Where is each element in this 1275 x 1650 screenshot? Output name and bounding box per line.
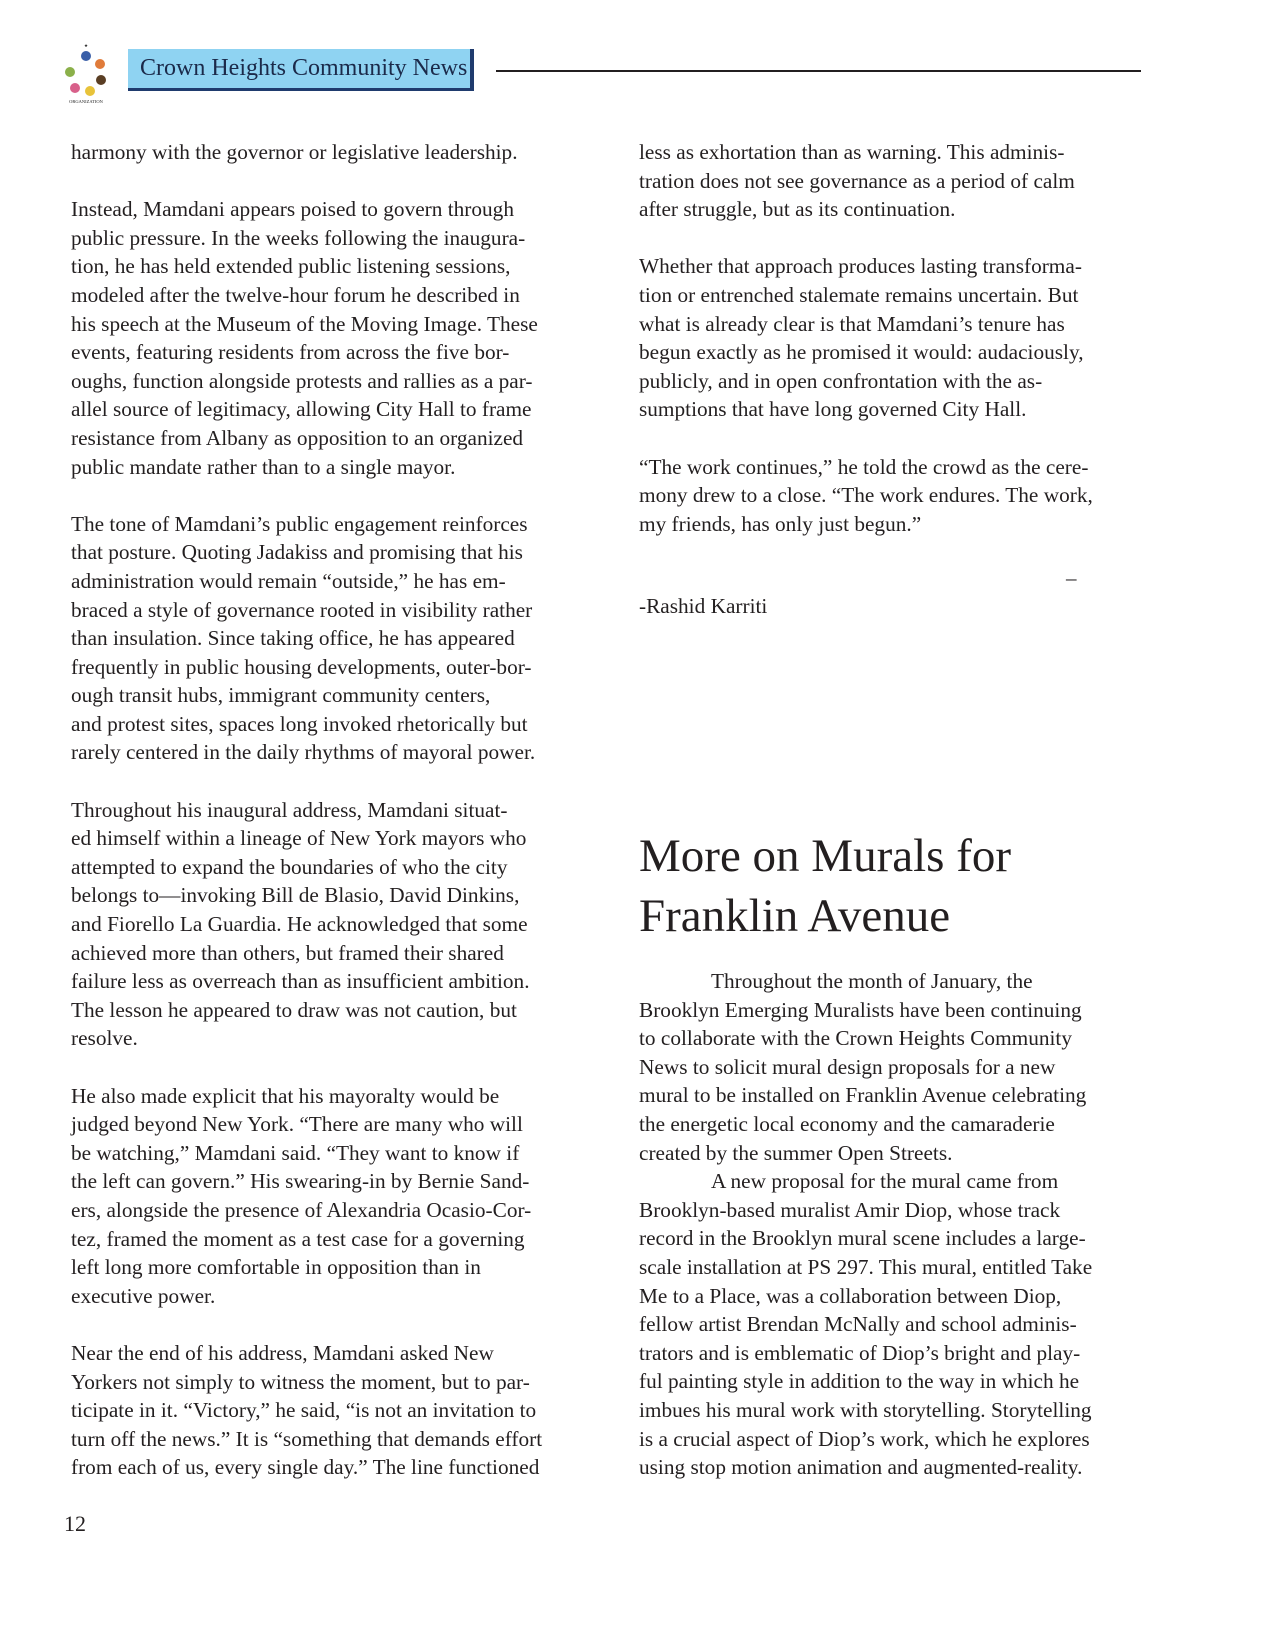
text-line: begun exactly as he promised it would: audaciously, bbox=[639, 340, 1084, 365]
text-line: turn off the news.” It is “something that demands effort bbox=[71, 1426, 543, 1451]
separator-dash: – bbox=[1066, 566, 1077, 590]
svg-text:★: ★ bbox=[83, 43, 89, 48]
text-line: tion or entrenched stalemate remains uncertain. But bbox=[639, 282, 1079, 307]
text-line: left long more comfortable in opposition than in bbox=[71, 1255, 481, 1280]
text-line: Instead, Mamdani appears poised to govern through bbox=[71, 197, 514, 222]
text-line: the energetic local economy and the camaraderie bbox=[639, 1111, 1055, 1136]
text-line: Throughout the month of January, the bbox=[711, 969, 1033, 993]
publication-banner bbox=[128, 49, 474, 91]
text-line: administration would remain “outside,” he has em- bbox=[71, 568, 506, 593]
text-line: created by the summer Open Streets. bbox=[639, 1140, 953, 1165]
text-line: publicly, and in open confrontation with the as- bbox=[639, 368, 1043, 393]
text-line: my friends, has only just begun.” bbox=[639, 511, 922, 536]
community-organization-logo bbox=[55, 42, 117, 104]
text-line: his speech at the Museum of the Moving Image. These bbox=[71, 311, 538, 336]
text-line: modeled after the twelve-hour forum he described in bbox=[71, 282, 520, 307]
text-line: mural to be installed on Franklin Avenue celebrating bbox=[639, 1083, 1087, 1108]
text-line: attempted to expand the boundaries of who the city bbox=[71, 854, 508, 879]
left-column bbox=[71, 138, 542, 1511]
header-rule bbox=[496, 70, 1141, 72]
text-line: belongs to—invoking Bill de Blasio, David Dinkins, bbox=[71, 883, 520, 908]
text-line: than insulation. Since taking office, he has appeared bbox=[71, 626, 515, 651]
text-line: Whether that approach produces lasting transforma- bbox=[639, 254, 1082, 279]
text-line: public mandate rather than to a single mayor. bbox=[71, 454, 456, 479]
text-line: A new proposal for the mural came from bbox=[711, 1169, 1059, 1194]
text-line: record in the Brooklyn mural scene includes a large- bbox=[639, 1226, 1086, 1251]
paragraph bbox=[71, 796, 542, 1053]
text-line: Me to a Place, was a collaboration between Diop, bbox=[639, 1283, 1062, 1308]
mural-headline bbox=[639, 826, 1011, 946]
text-line: “The work continues,” he told the crowd as the cere- bbox=[639, 454, 1089, 479]
text-line: imbues his mural work with storytelling. Storytelling bbox=[639, 1397, 1092, 1422]
paragraph bbox=[71, 138, 542, 167]
text-line: ful painting style in addition to the way in which he bbox=[639, 1369, 1080, 1394]
text-line: ticipate in it. “Victory,” he said, “is not an invitation to bbox=[71, 1398, 537, 1423]
text-line: the left can govern.” His swearing-in by Bernie Sand- bbox=[71, 1169, 530, 1194]
text-line: ed himself within a lineage of New York mayors who bbox=[71, 826, 527, 851]
paragraph bbox=[639, 1167, 1092, 1482]
text-line: He also made explicit that his mayoralty would be bbox=[71, 1083, 500, 1108]
paragraph bbox=[71, 1082, 542, 1311]
paragraph bbox=[639, 453, 1093, 539]
author-signature: -Rashid Karriti bbox=[639, 594, 768, 618]
text-line: using stop motion animation and augmented-reality. bbox=[639, 1455, 1083, 1480]
text-line: The tone of Mamdani’s public engagement reinforces bbox=[71, 511, 528, 536]
text-line: allel source of legitimacy, allowing City Hall to frame bbox=[71, 397, 532, 422]
text-line: is a crucial aspect of Diop’s work, which he explores bbox=[639, 1426, 1090, 1451]
text-line: oughs, function alongside protests and rallies as a par- bbox=[71, 368, 533, 393]
text-line: Brooklyn Emerging Muralists have been continuing bbox=[639, 997, 1082, 1022]
text-line: achieved more than others, but framed their shared bbox=[71, 940, 504, 965]
text-line: judged beyond New York. “There are many who will bbox=[71, 1112, 523, 1137]
text-line: Near the end of his address, Mamdani asked New bbox=[71, 1340, 494, 1365]
text-line: ough transit hubs, immigrant community centers, bbox=[71, 683, 491, 708]
paragraph bbox=[71, 510, 542, 767]
text-line: executive power. bbox=[71, 1283, 216, 1308]
text-line: and protest sites, spaces long invoked rhetorically but bbox=[71, 711, 528, 736]
text-line: Yorkers not simply to witness the moment, but to par- bbox=[71, 1369, 530, 1394]
text-line: public pressure. In the weeks following the inaugura- bbox=[71, 225, 526, 250]
text-line: News to solicit mural design proposals for a new bbox=[639, 1054, 1056, 1079]
text-line: less as exhortation than as warning. This adminis- bbox=[639, 140, 1065, 164]
text-line: sumptions that have long governed City Hall. bbox=[639, 397, 1027, 422]
svg-text:ORGANIZATION: ORGANIZATION bbox=[69, 99, 103, 104]
text-line: fellow artist Brendan McNally and school adminis- bbox=[639, 1312, 1077, 1337]
publication-title: Crown Heights Community News bbox=[140, 55, 468, 81]
text-line: Brooklyn-based muralist Amir Diop, whose track bbox=[639, 1197, 1061, 1222]
text-line: harmony with the governor or legislative leadership. bbox=[71, 140, 518, 164]
paragraph bbox=[71, 195, 542, 481]
mural-article-body bbox=[639, 967, 1092, 1482]
text-line: and Fiorello La Guardia. He acknowledged that some bbox=[71, 912, 528, 937]
text-line: The lesson he appeared to draw was not caution, but bbox=[71, 997, 517, 1022]
text-line: from each of us, every single day.” The line functioned bbox=[71, 1455, 540, 1480]
right-column bbox=[639, 138, 1093, 567]
paragraph bbox=[639, 252, 1093, 424]
text-line: what is already clear is that Mamdani’s tenure has bbox=[639, 311, 1065, 336]
text-line: tration does not see governance as a period of calm bbox=[639, 168, 1075, 193]
text-line: tion, he has held extended public listening sessions, bbox=[71, 254, 511, 279]
paragraph bbox=[639, 138, 1093, 224]
headline-line: More on Murals for bbox=[639, 830, 1012, 882]
page-number: 12 bbox=[64, 1511, 86, 1536]
headline-line: Franklin Avenue bbox=[639, 890, 951, 942]
paragraph bbox=[71, 1339, 542, 1482]
text-line: that posture. Quoting Jadakiss and promising that his bbox=[71, 540, 523, 565]
text-line: failure less as overreach than as insufficient ambition. bbox=[71, 969, 530, 994]
paragraph bbox=[639, 967, 1092, 1167]
text-line: ers, alongside the presence of Alexandria Ocasio-Cor- bbox=[71, 1197, 532, 1222]
text-line: rarely centered in the daily rhythms of mayoral power. bbox=[71, 740, 536, 765]
text-line: braced a style of governance rooted in visibility rather bbox=[71, 597, 533, 622]
text-line: Throughout his inaugural address, Mamdani situat- bbox=[71, 797, 508, 822]
text-line: to collaborate with the Crown Heights Community bbox=[639, 1026, 1072, 1051]
text-line: trators and is emblematic of Diop’s bright and play- bbox=[639, 1340, 1081, 1365]
text-line: resistance from Albany as opposition to an organized bbox=[71, 425, 524, 450]
text-line: frequently in public housing developments, outer-bor- bbox=[71, 654, 532, 679]
text-line: resolve. bbox=[71, 1026, 138, 1051]
text-line: be watching,” Mamdani said. “They want to know if bbox=[71, 1140, 520, 1165]
text-line: mony drew to a close. “The work endures. The work, bbox=[639, 483, 1093, 508]
text-line: after struggle, but as its continuation. bbox=[639, 197, 956, 222]
text-line: tez, framed the moment as a test case for a governing bbox=[71, 1226, 525, 1251]
text-line: scale installation at PS 297. This mural, entitled Take bbox=[639, 1254, 1093, 1279]
text-line: events, featuring residents from across the five bor- bbox=[71, 340, 510, 365]
